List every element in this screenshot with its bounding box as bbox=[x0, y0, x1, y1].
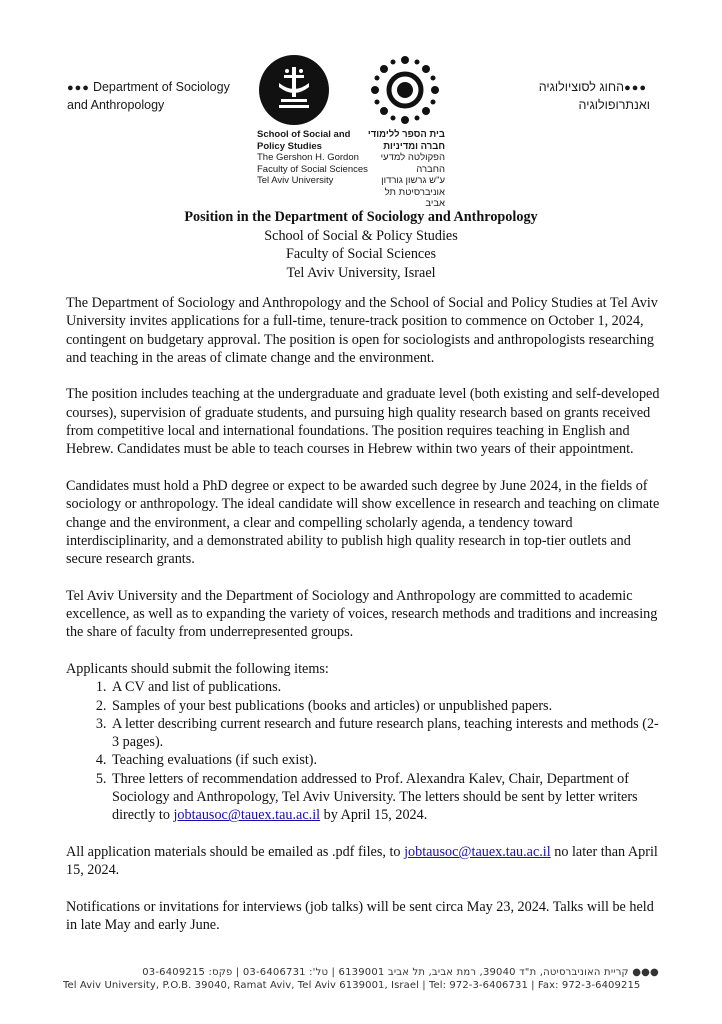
title-school: School of Social & Policy Studies bbox=[264, 227, 458, 244]
email-link[interactable]: jobtausoc@tauex.tau.ac.il bbox=[404, 843, 551, 860]
paragraph-submission: All application materials should be emailed as .pdf files, to jobtausoc@tauex.tau.ac.il no later than April 15, 2024. bbox=[66, 843, 658, 879]
letter-body bbox=[66, 294, 662, 953]
school-name-english: School of Social and Policy Studies The Gershon H. Gordon Faculty of Social Sciences Tel Aviv University bbox=[257, 129, 368, 186]
paragraph-requirements: Candidates must hold a PhD degree or expect to be awarded such degree by June 2024, in the fields of sociology or anthropology. The ideal candidate will show excellence in research and teaching on climate change and the environment, a clear and compelling scholarly agenda, a tendency toward interdisciplinarity, and a demonstrated ability to publish high quality research in top-tier outlets and secure research grants. bbox=[66, 477, 660, 568]
footer-address bbox=[63, 966, 659, 992]
position-title-block bbox=[0, 208, 722, 282]
dots-icon: ●●● bbox=[67, 82, 90, 94]
dots-icon: ●●● bbox=[624, 82, 647, 94]
paragraph-intro: The Department of Sociology and Anthropology and the School of Social and Policy Studies at Tel Aviv University invites applications for a full-time, tenure-track position to commence on October 1, 2024, contingent on budgetary approval. The position is open for sociologists and anthropologists researching and teaching in the areas of climate change and the environment. bbox=[66, 295, 658, 366]
list-item: 4. Teaching evaluations (if such exist). bbox=[110, 751, 662, 769]
application-items-list bbox=[66, 678, 662, 824]
email-link[interactable]: jobtausoc@tauex.tau.ac.il bbox=[173, 807, 321, 824]
list-item: 2. Samples of your best publications (books and articles) or unpublished papers. bbox=[110, 697, 662, 715]
paragraph-commitment: Tel Aviv University and the Department of Sociology and Anthropology are committed to academic excellence, as well as to expanding the variety of voices, research methods and traditions and increasing the share of faculty from underrepresented groups. bbox=[66, 587, 658, 641]
paragraph-teaching: The position includes teaching at the undergraduate and graduate level (both existing and self-developed courses), supervision of graduate students, and pursuing high quality research based on grants received from competitive local and international foundations. The position requires teaching in English and Hebrew. Candidates must be able to teach courses in Hebrew within two years of their appointment. bbox=[66, 386, 660, 458]
tau-emblem-icon bbox=[259, 55, 329, 125]
list-item: 1. A CV and list of publications. bbox=[110, 678, 662, 696]
list-intro: Applicants should submit the following items: bbox=[66, 660, 329, 677]
footer-english: Tel Aviv University, P.O.B. 39040, Ramat Aviv, Tel Aviv 6139001, Israel | Tel: 972-3-6406731 | Fax: 972-3-6409215 bbox=[63, 980, 641, 991]
page-title: Position in the Department of Sociology and Anthropology bbox=[184, 209, 538, 225]
school-name-hebrew: בית הספר ללימודי חברה ומדיניות הפקולטה למדעי החברה ע"ש גרשון גורדון אוניברסיטת תל אביב bbox=[367, 129, 445, 209]
paragraph-notifications: Notifications or invitations for interviews (job talks) will be sent circa May 23, 2024. Talks will be held in late May and early June. bbox=[66, 898, 654, 934]
footer-hebrew: ●●● קריית האוניברסיטה, ת"ד 39040, רמת אביב, תל אביב 6139001 | טל': 03-6406731 | פקס: 03-6409215 bbox=[142, 967, 659, 978]
list-item: 5. Three letters of recommendation addressed to Prof. Alexandra Kalev, Chair, Department of Sociology and Anthropology, Tel Aviv University. The letters should be sent by letter writers directly to jobtausoc@tauex.tau.ac.il by April 15, 2024. bbox=[110, 770, 662, 825]
department-name-hebrew: ●●●החוג לסוציולוגיה ואנתרופולוגיה bbox=[538, 80, 650, 112]
school-sunburst-logo-icon bbox=[367, 52, 443, 128]
title-university: Tel Aviv University, Israel bbox=[286, 264, 436, 281]
department-name-english: ●●● Department of Sociology and Anthropology bbox=[67, 80, 230, 112]
list-item: 3. A letter describing current research and future research plans, teaching interests and methods (2-3 pages). bbox=[110, 715, 662, 752]
title-faculty: Faculty of Social Sciences bbox=[285, 246, 437, 262]
